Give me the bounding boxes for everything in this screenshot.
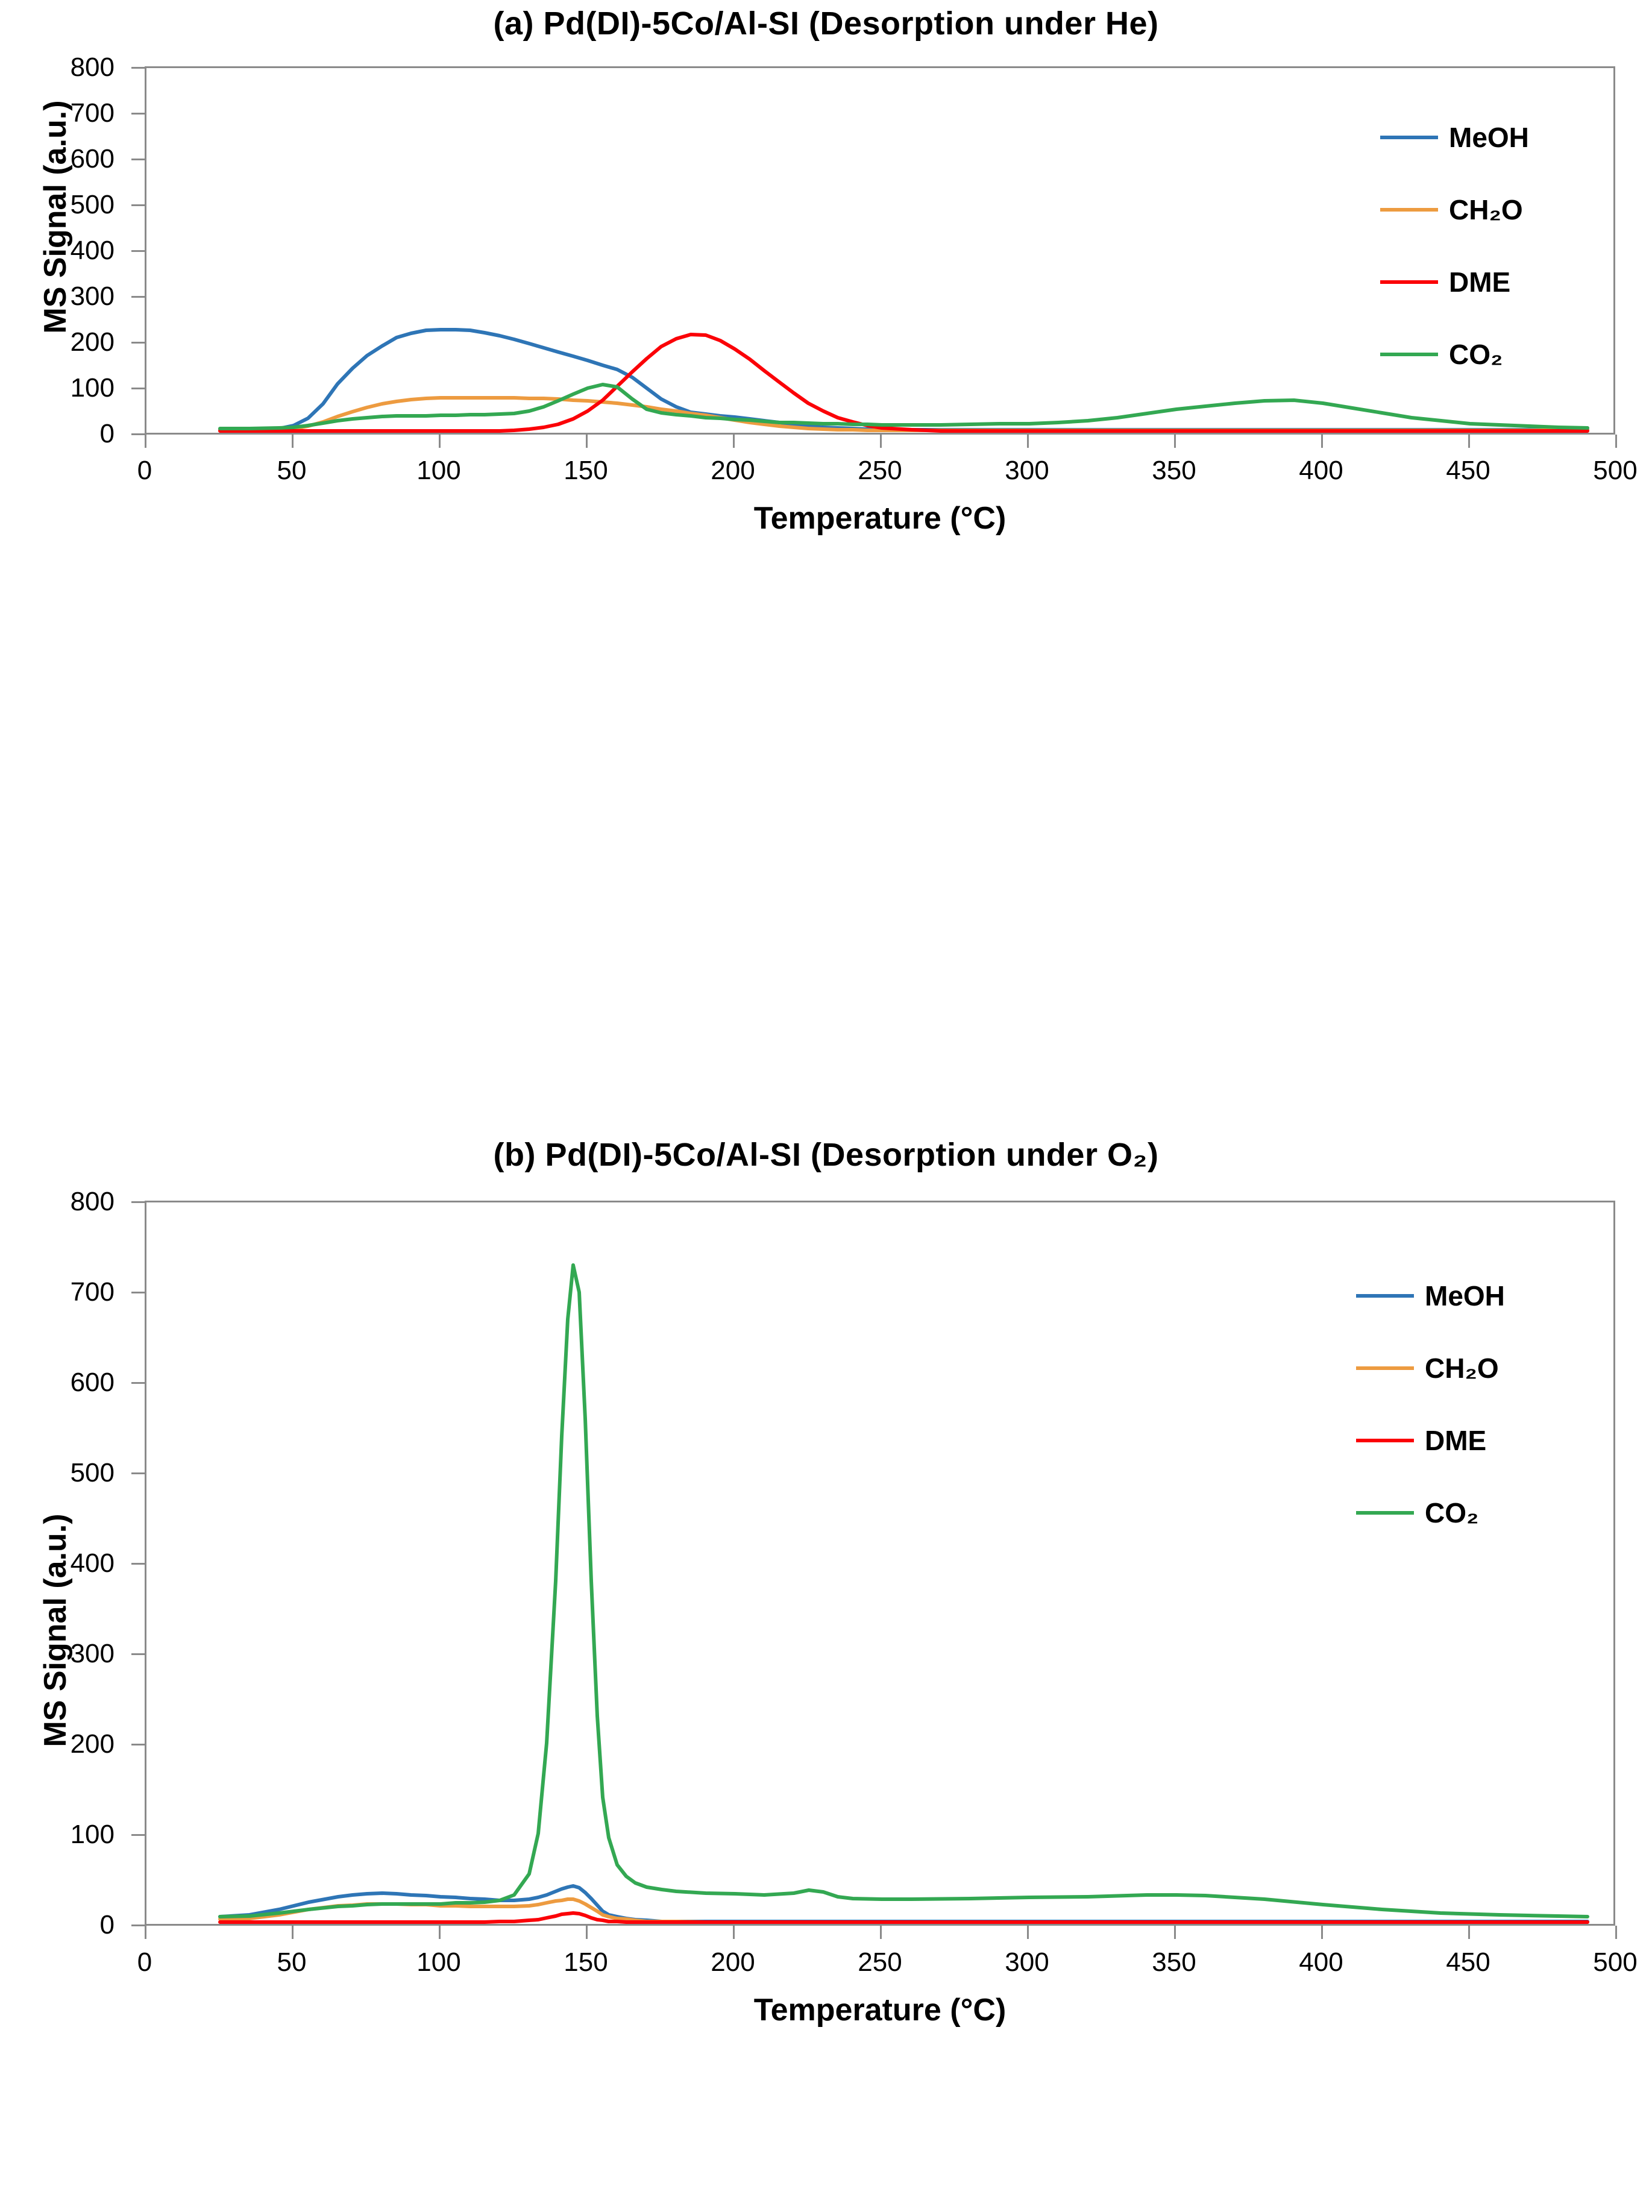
chart-panel-b [0, 1106, 1652, 2212]
panel-a-legend-label-meoh: MeOH [1449, 122, 1529, 153]
panel-a-xtick-350: 350 [1152, 456, 1196, 485]
panel-b-ytick-mark [131, 1472, 145, 1474]
panel-b-legend-label-meoh: MeOH [1425, 1280, 1505, 1312]
panel-b-series-dme [220, 1913, 1588, 1922]
legend-line-swatch-dme [1380, 280, 1438, 284]
panel-b-ytick-mark [131, 1201, 145, 1203]
panel-a-ytick-mark [131, 250, 145, 252]
panel-a-ytick-mark [131, 113, 145, 115]
panel-a-xtick-mark [1321, 435, 1323, 448]
panel-a-title: (a) Pd(DI)-5Co/Al-SI (Desorption under He) [493, 5, 1159, 42]
panel-b-xtick-mark [439, 1926, 441, 1939]
panel-b-ytick-200: 200 [70, 1729, 115, 1759]
panel-b-legend-label-ch2o: CH₂O [1425, 1353, 1499, 1384]
panel-a-ytick-700: 700 [70, 98, 115, 128]
panel-b-ytick-300: 300 [70, 1639, 115, 1668]
panel-a-legend-item-co2 [1380, 318, 1529, 391]
panel-a-xtick-mark [1468, 435, 1470, 448]
panel-b-ytick-mark [131, 1382, 145, 1384]
panel-b-xtick-mark [586, 1926, 588, 1939]
panel-b-legend-label-dme: DME [1425, 1425, 1487, 1456]
panel-a-xtick-50: 50 [277, 456, 307, 485]
panel-a-ytick-100: 100 [70, 373, 115, 403]
panel-b-xtick-mark [292, 1926, 294, 1939]
panel-b-xtick-50: 50 [277, 1947, 307, 1977]
panel-a-ytick-mark [131, 159, 145, 160]
panel-a-ytick-600: 600 [70, 144, 115, 174]
panel-b-ytick-600: 600 [70, 1368, 115, 1397]
panel-b-xtick-mark [1321, 1926, 1323, 1939]
panel-b-xtick-350: 350 [1152, 1947, 1196, 1977]
panel-a-xtick-mark [1615, 435, 1617, 448]
panel-a-ytick-mark [131, 433, 145, 435]
panel-b-legend-item-ch2o [1356, 1332, 1505, 1404]
panel-a-xtick-mark [1174, 435, 1176, 448]
panel-a-ytick-mark [131, 342, 145, 344]
panel-b-legend-item-dme [1356, 1404, 1505, 1477]
panel-b-xtick-mark [733, 1926, 735, 1939]
panel-b-ytick-0: 0 [99, 1910, 115, 1940]
panel-b-ytick-mark [131, 1744, 145, 1745]
legend-line-swatch-meoh [1380, 136, 1438, 139]
panel-b-ytick-mark [131, 1653, 145, 1655]
panel-a-ytick-mark [131, 204, 145, 206]
panel-b-legend-label-co2: CO₂ [1425, 1497, 1479, 1529]
panel-a-xtick-100: 100 [416, 456, 461, 485]
panel-b-ytick-100: 100 [70, 1820, 115, 1849]
panel-b-xtick-150: 150 [564, 1947, 608, 1977]
panel-b-xtick-mark [1027, 1926, 1029, 1939]
panel-b-xtick-450: 450 [1446, 1947, 1490, 1977]
panel-a-xtick-mark [1027, 435, 1029, 448]
panel-a-legend-label-co2: CO₂ [1449, 339, 1503, 370]
panel-b-y-axis-label: MS Signal (a.u.) [38, 1513, 73, 1747]
panel-b-legend-item-meoh [1356, 1260, 1505, 1332]
panel-a-xtick-500: 500 [1593, 456, 1638, 485]
panel-b-xtick-mark [1468, 1926, 1470, 1939]
panel-b-xtick-200: 200 [711, 1947, 755, 1977]
panel-a-ytick-800: 800 [70, 52, 115, 82]
panel-a-ytick-mark [131, 388, 145, 389]
panel-a-ytick-mark [131, 67, 145, 69]
panel-a-xtick-450: 450 [1446, 456, 1490, 485]
panel-b-xtick-mark [1174, 1926, 1176, 1939]
panel-a-x-axis-label: Temperature (°C) [753, 501, 1007, 536]
legend-line-swatch-co2 [1356, 1511, 1414, 1515]
panel-a-xtick-mark [586, 435, 588, 448]
legend-line-swatch-co2 [1380, 353, 1438, 356]
panel-b-xtick-mark [145, 1926, 146, 1939]
legend-line-swatch-meoh [1356, 1294, 1414, 1298]
panel-b-ytick-mark [131, 1563, 145, 1565]
panel-b-xtick-300: 300 [1005, 1947, 1049, 1977]
panel-b-ytick-400: 400 [70, 1548, 115, 1578]
panel-b-legend [1356, 1260, 1505, 1549]
panel-b-xtick-250: 250 [858, 1947, 902, 1977]
panel-a-xtick-200: 200 [711, 456, 755, 485]
panel-b-xtick-mark [1615, 1926, 1617, 1939]
panel-a-legend-item-dme [1380, 246, 1529, 318]
legend-line-swatch-ch2o [1380, 208, 1438, 212]
panel-a-ytick-300: 300 [70, 281, 115, 311]
panel-a-legend-label-dme: DME [1449, 266, 1511, 298]
panel-b-xtick-0: 0 [137, 1947, 152, 1977]
panel-b-ytick-mark [131, 1292, 145, 1293]
panel-b-xtick-100: 100 [416, 1947, 461, 1977]
panel-a-ytick-0: 0 [99, 419, 115, 448]
panel-a-xtick-400: 400 [1299, 456, 1343, 485]
panel-b-x-axis-label: Temperature (°C) [753, 1993, 1007, 2028]
panel-b-xtick-500: 500 [1593, 1947, 1638, 1977]
panel-a-xtick-250: 250 [858, 456, 902, 485]
panel-a-ytick-200: 200 [70, 327, 115, 357]
panel-b-xtick-mark [880, 1926, 882, 1939]
panel-a-xtick-mark [439, 435, 441, 448]
panel-b-legend-item-co2 [1356, 1477, 1505, 1549]
panel-b-ytick-mark [131, 1925, 145, 1926]
panel-a-xtick-150: 150 [564, 456, 608, 485]
panel-a-legend-item-meoh [1380, 101, 1529, 174]
panel-b-ytick-mark [131, 1834, 145, 1836]
panel-a-xtick-mark [292, 435, 294, 448]
panel-b-ytick-500: 500 [70, 1458, 115, 1488]
panel-a-legend-label-ch2o: CH₂O [1449, 194, 1523, 225]
panel-b-ytick-800: 800 [70, 1187, 115, 1216]
panel-b-xtick-400: 400 [1299, 1947, 1343, 1977]
panel-a-xtick-mark [733, 435, 735, 448]
panel-a-xtick-mark [145, 435, 146, 448]
panel-a-ytick-mark [131, 296, 145, 298]
panel-a-ytick-500: 500 [70, 190, 115, 219]
legend-line-swatch-dme [1356, 1439, 1414, 1442]
legend-line-swatch-ch2o [1356, 1366, 1414, 1370]
panel-b-title: (b) Pd(DI)-5Co/Al-SI (Desorption under O₂) [493, 1137, 1159, 1173]
panel-a-y-axis-label: MS Signal (a.u.) [38, 100, 73, 334]
panel-a-xtick-300: 300 [1005, 456, 1049, 485]
panel-a-legend-item-ch2o [1380, 174, 1529, 246]
panel-a-ytick-400: 400 [70, 236, 115, 265]
panel-a-xtick-0: 0 [137, 456, 152, 485]
panel-b-ytick-700: 700 [70, 1277, 115, 1307]
panel-a-series-co2 [220, 385, 1588, 429]
panel-a-xtick-mark [880, 435, 882, 448]
panel-a-legend [1380, 101, 1529, 391]
